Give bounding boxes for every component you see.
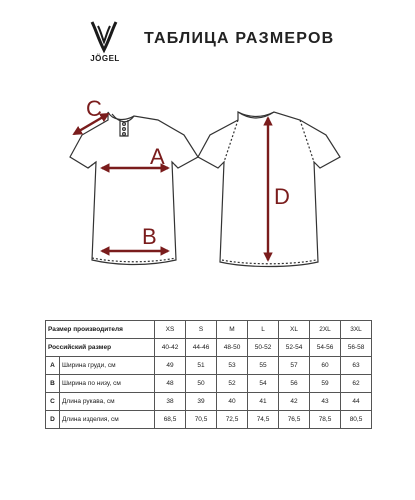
row-label: Длина изделия, см bbox=[60, 411, 155, 429]
value-cell: 39 bbox=[186, 393, 217, 411]
value-cell: 72,5 bbox=[217, 411, 248, 429]
value-cell: 48 bbox=[155, 375, 186, 393]
table-row-c bbox=[46, 393, 372, 411]
size-cell: 2XL bbox=[310, 321, 341, 339]
value-cell: 59 bbox=[310, 375, 341, 393]
brand-name: JÖGEL bbox=[90, 54, 120, 63]
label-a: A bbox=[150, 144, 165, 169]
size-cell: XS bbox=[155, 321, 186, 339]
value-cell: 60 bbox=[310, 357, 341, 375]
size-cell: S bbox=[186, 321, 217, 339]
row-code: A bbox=[46, 357, 60, 375]
value-cell: 40 bbox=[217, 393, 248, 411]
row-code: D bbox=[46, 411, 60, 429]
russian-label: Российский размер bbox=[46, 339, 155, 357]
table-row-a bbox=[46, 357, 372, 375]
size-table bbox=[45, 320, 372, 429]
row-label: Длина рукава, см bbox=[60, 393, 155, 411]
header bbox=[0, 0, 415, 70]
value-cell: 63 bbox=[341, 357, 372, 375]
jersey-front-outline bbox=[70, 112, 198, 265]
russian-size-cell: 48-50 bbox=[217, 339, 248, 357]
value-cell: 74,5 bbox=[248, 411, 279, 429]
row-label: Ширина груди, см bbox=[60, 357, 155, 375]
value-cell: 80,5 bbox=[341, 411, 372, 429]
value-cell: 38 bbox=[155, 393, 186, 411]
row-code: C bbox=[46, 393, 60, 411]
row-label: Ширина по низу, см bbox=[60, 375, 155, 393]
value-cell: 41 bbox=[248, 393, 279, 411]
value-cell: 78,5 bbox=[310, 411, 341, 429]
size-cell: M bbox=[217, 321, 248, 339]
table-row-d bbox=[46, 411, 372, 429]
value-cell: 51 bbox=[186, 357, 217, 375]
table-row-russian bbox=[46, 339, 372, 357]
label-c: C bbox=[86, 96, 102, 121]
value-cell: 43 bbox=[310, 393, 341, 411]
russian-size-cell: 44-46 bbox=[186, 339, 217, 357]
row-code: B bbox=[46, 375, 60, 393]
value-cell: 54 bbox=[248, 375, 279, 393]
jersey-diagram bbox=[0, 80, 415, 280]
value-cell: 56 bbox=[279, 375, 310, 393]
russian-size-cell: 52-54 bbox=[279, 339, 310, 357]
russian-size-cell: 50-52 bbox=[248, 339, 279, 357]
size-cell: L bbox=[248, 321, 279, 339]
value-cell: 52 bbox=[217, 375, 248, 393]
russian-size-cell: 40-42 bbox=[155, 339, 186, 357]
table-row-size bbox=[46, 321, 372, 339]
value-cell: 62 bbox=[341, 375, 372, 393]
russian-size-cell: 56-58 bbox=[341, 339, 372, 357]
header-label: Размер производителя bbox=[46, 321, 155, 339]
value-cell: 55 bbox=[248, 357, 279, 375]
value-cell: 70,5 bbox=[186, 411, 217, 429]
table-row-b bbox=[46, 375, 372, 393]
value-cell: 50 bbox=[186, 375, 217, 393]
value-cell: 49 bbox=[155, 357, 186, 375]
value-cell: 44 bbox=[341, 393, 372, 411]
page-title: ТАБЛИЦА РАЗМЕРОВ bbox=[144, 30, 335, 47]
value-cell: 53 bbox=[217, 357, 248, 375]
russian-size-cell: 54-56 bbox=[310, 339, 341, 357]
size-cell: 3XL bbox=[341, 321, 372, 339]
value-cell: 76,5 bbox=[279, 411, 310, 429]
label-d: D bbox=[274, 184, 290, 209]
value-cell: 42 bbox=[279, 393, 310, 411]
value-cell: 68,5 bbox=[155, 411, 186, 429]
size-cell: XL bbox=[279, 321, 310, 339]
value-cell: 57 bbox=[279, 357, 310, 375]
label-b: B bbox=[142, 224, 157, 249]
